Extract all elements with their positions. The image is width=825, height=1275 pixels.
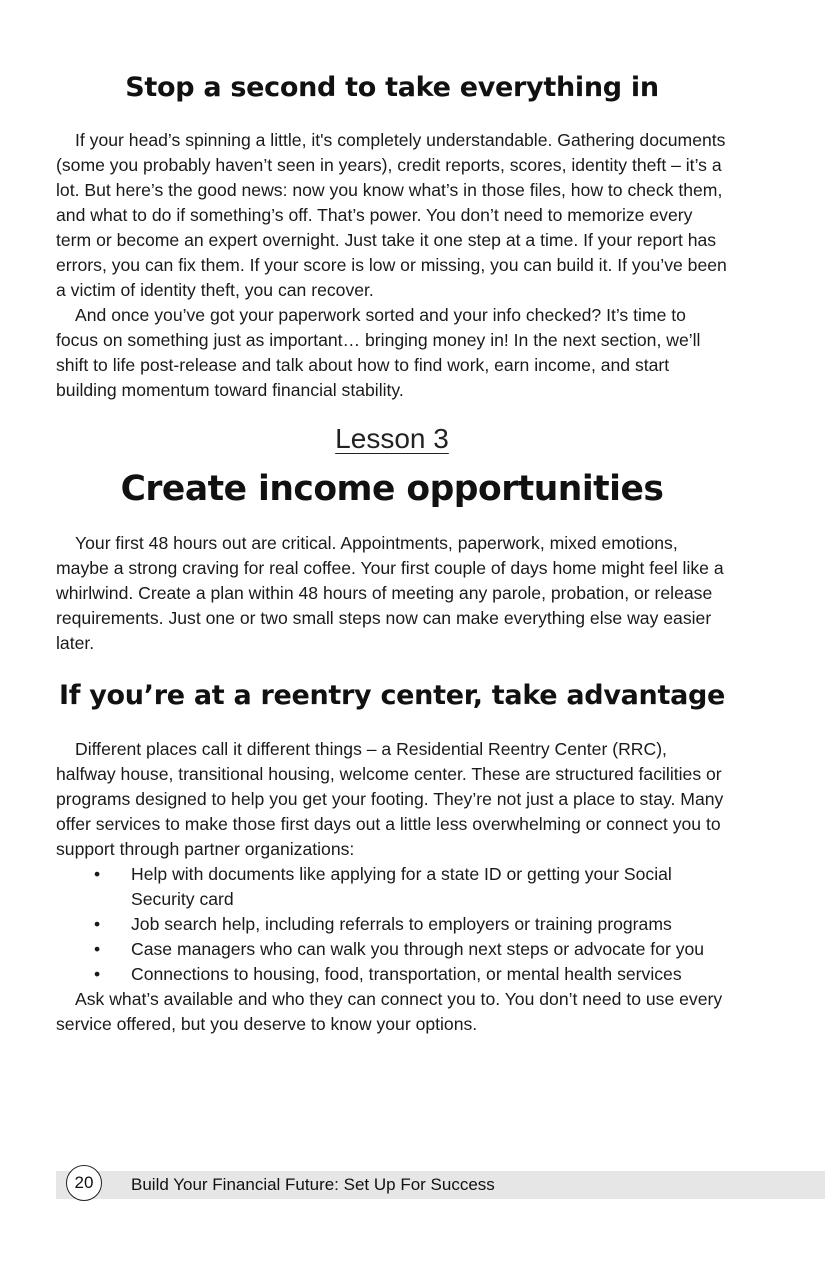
page-number: 20 [74,1173,94,1192]
section1-paragraph-2: And once you’ve got your paperwork sorted and your info checked? It’s time to focus on something just as important… bringing money in! In the next section, we’ll shift to life post-release and talk about how to find work, earn income, and start building momentum toward financial stability. [56,305,701,400]
lesson-intro-paragraph: Your first 48 hours out are critical. Appointments, paperwork, mixed emotions, maybe a strong craving for real coffee. Your first couple of days home might feel like a whirlwind. Create a plan within 48 hours of meeting any parole, probation, or release requirements. Just one or two small steps now can make everything else way easier later. [56,533,724,653]
list-item-text: Case managers who can walk you through next steps or advocate for you [131,939,705,959]
section2-intro-paragraph: Different places call it different things – a Residential Reentry Center (RRC), halfway house, transitional housing, welcome center. These are structured facilities or programs designed to help you get your footing. They’re not just a place to stay. Many offer services to make those first days out a little less overwhelming or connect you to support through partner organizations: [56,739,724,859]
list-item-text: Job search help, including referrals to employers or training programs [131,914,672,934]
bullet-icon: • [94,864,101,884]
footer-book-title: Build Your Financial Future: Set Up For Success [131,1175,495,1194]
list-item-text: Connections to housing, food, transportation, or mental health services [131,964,682,984]
section1-paragraph-1: If your head’s spinning a little, it's completely understandable. Gathering documents (some you probably haven’t seen in years), credit reports, scores, identity theft – it’s a lot. But here’s the good news: now you know what’s in those files, how to check them, and what to do if something’s off. That’s power. You don’t need to memorize every term or become an expert overnight. Just take it one step at a time. If your report has errors, you can fix them. If your score is low or missing, you can build it. If you’ve been a victim of identity theft, you can recover. [56,130,727,300]
lesson-number: Lesson 3 [335,423,449,454]
lesson-label [56,423,728,457]
list-item [56,937,728,962]
page-content [56,70,728,1037]
list-item-text: Help with documents like applying for a state ID or getting your Social Security card [131,864,672,909]
services-list [56,862,728,987]
section2-closing-paragraph: Ask what’s available and who they can connect you to. You don’t need to use every service offered, but you deserve to know your options. [56,989,723,1034]
list-item [56,962,728,987]
bullet-icon: • [94,939,101,959]
section-title-reentry-center: If you’re at a reentry center, take advantage [58,680,726,711]
list-item [56,912,728,937]
bullet-icon: • [94,964,101,984]
lesson-title: Create income opportunities [120,469,664,509]
page-footer [56,1171,825,1199]
list-item [56,862,728,912]
bullet-icon: • [94,914,101,934]
section-title-stop-a-second: Stop a second to take everything in [125,72,659,103]
